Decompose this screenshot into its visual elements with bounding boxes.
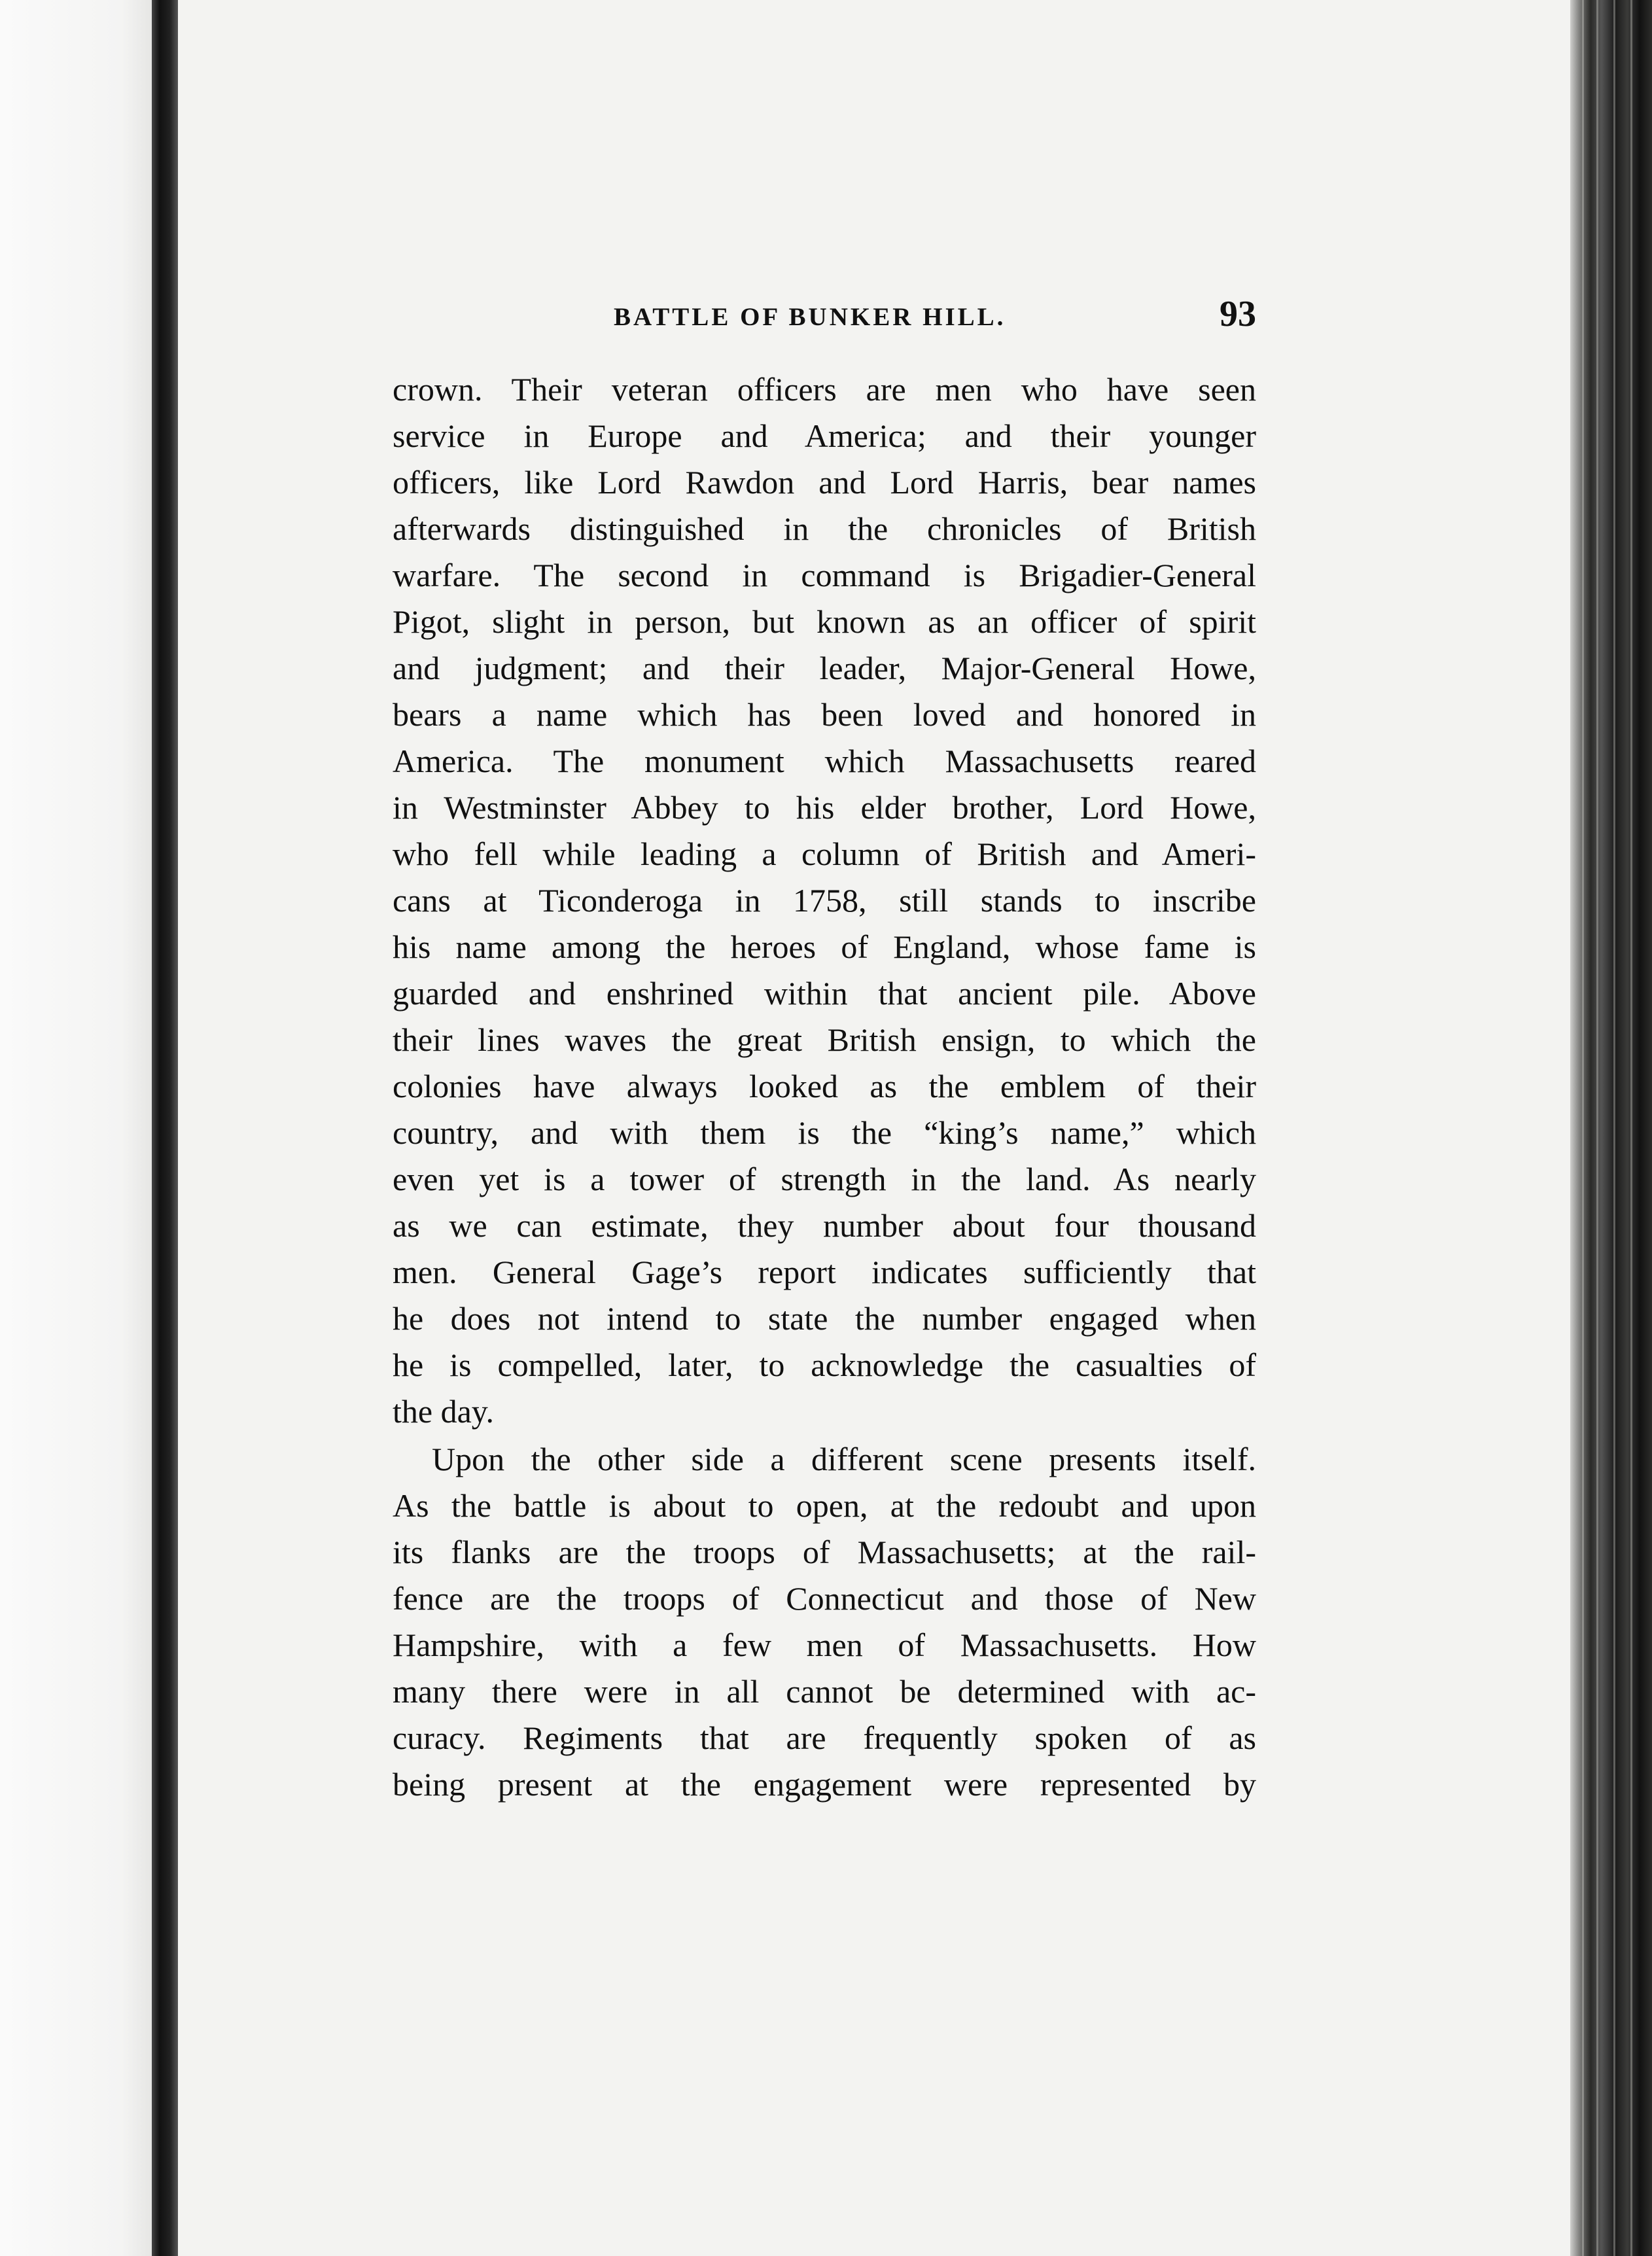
text-line: warfare. The second in command is Brigadier-General	[393, 557, 1256, 593]
text-line: America. The monument which Massachusetts reared	[393, 743, 1256, 779]
text-line: service in Europe and America; and their younger	[393, 417, 1256, 454]
text-line: crown. Their veteran officers are men who have seen	[393, 371, 1256, 408]
body-text	[393, 366, 1256, 1808]
text-line: its flanks are the troops of Massachusetts; at the rail-	[393, 1534, 1256, 1570]
facing-page-edge	[0, 0, 152, 2256]
text-line: As the battle is about to open, at the redoubt and upon	[393, 1487, 1256, 1524]
text-line: colonies have always looked as the emblem of their	[393, 1068, 1256, 1104]
text-line: fence are the troops of Connecticut and those of New	[393, 1580, 1256, 1617]
text-line: cans at Ticonderoga in 1758, still stands to inscribe	[393, 882, 1256, 919]
running-title: BATTLE OF BUNKER HILL.	[614, 303, 1006, 331]
text-line: bears a name which has been loved and honored in	[393, 696, 1256, 733]
text-line: who fell while leading a column of British and Ameri-	[393, 836, 1256, 872]
text-line: in Westminster Abbey to his elder brother, Lord Howe,	[393, 789, 1256, 826]
running-head	[393, 293, 1256, 339]
text-line: being present at the engagement were represented by	[393, 1766, 1256, 1803]
text-line: curacy. Regiments that are frequently spoken of as	[393, 1719, 1256, 1756]
page-stack-edge	[1570, 0, 1652, 2256]
text-line: as we can estimate, they number about four thousand	[393, 1207, 1256, 1244]
text-line: he does not intend to state the number engaged when	[393, 1300, 1256, 1337]
text-line: afterwards distinguished in the chronicles of British	[393, 510, 1256, 547]
text-line: he is compelled, later, to acknowledge the casualties of	[393, 1347, 1256, 1383]
page-number: 93	[1220, 294, 1256, 334]
text-line: many there were in all cannot be determined with ac-	[393, 1673, 1256, 1710]
text-line: officers, like Lord Rawdon and Lord Harris, bear names	[393, 464, 1256, 501]
text-line: their lines waves the great British ensign, to which the	[393, 1021, 1256, 1058]
text-line: men. General Gage’s report indicates sufficiently that	[393, 1254, 1256, 1290]
paragraph	[393, 366, 1256, 1435]
text-line: even yet is a tower of strength in the land. As nearly	[393, 1161, 1256, 1197]
text-line: and judgment; and their leader, Major-General Howe,	[393, 650, 1256, 686]
paragraph	[393, 1436, 1256, 1808]
book-gutter	[152, 0, 178, 2256]
text-line: the day.	[393, 1393, 495, 1430]
text-line: Upon the other side a different scene presents itself.	[432, 1441, 1256, 1477]
text-line: his name among the heroes of England, whose fame is	[393, 928, 1256, 965]
text-line: country, and with them is the “king’s name,” which	[393, 1114, 1256, 1151]
text-line: Hampshire, with a few men of Massachusetts. How	[393, 1627, 1256, 1663]
text-line: guarded and enshrined within that ancient pile. Above	[393, 975, 1256, 1012]
text-line: Pigot, slight in person, but known as an officer of spirit	[393, 603, 1256, 640]
